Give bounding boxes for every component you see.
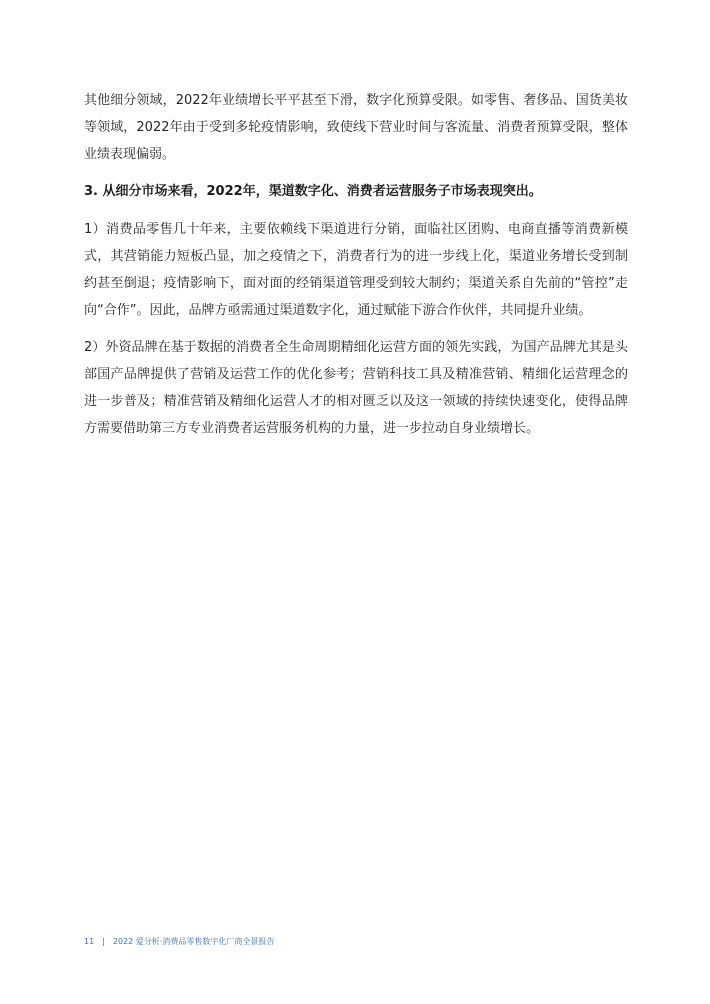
page-footer <box>84 935 274 949</box>
footer-separator: | <box>102 937 105 946</box>
document-body <box>84 87 628 452</box>
section-heading: 3. 从细分市场来看，2022年，渠道数字化、消费者运营服务子市场表现突出。 <box>84 184 542 199</box>
paragraph-item-2: 2）外资品牌在基于数据的消费者全生命周期精细化运营方面的领先实践，为国产品牌尤其是头部国产品牌提供了营销及运营工作的优化参考；营销科技工具及精准营销、精细化运营理念的进一步普及；精准营销及精细化运营人才的相对匮乏以及这一领域的持续快速变化，使得品牌方需要借助第三方专业消费者运营服务机构的力量，进一步拉动自身业绩增长。 <box>84 340 628 436</box>
paragraph-item-1: 1）消费品零售几十年来，主要依赖线下渠道进行分销，面临社区团购、电商直播等消费新模式，其营销能力短板凸显，加之疫情之下，消费者行为的进一步线上化，渠道业务增长受到制约甚至倒退；疫情影响下，面对面的经销渠道管理受到较大制约；渠道关系自先前的“管控”走向“合作”。因此，品牌方亟需通过渠道数字化，通过赋能下游合作伙伴，共同提升业绩。 <box>84 222 628 318</box>
paragraph-other-segments: 其他细分领域，2022年业绩增长平平甚至下滑，数字化预算受限。如零售、奢侈品、国货美妆等领域，2022年由于受到多轮疫情影响，致使线下营业时间与客流量、消费者预算受限，整体业绩表现偏弱。 <box>84 93 628 162</box>
report-title: 2022 爱分析·消费品零售数字化厂商全景报告 <box>112 937 275 946</box>
page-number: 11 <box>84 937 95 946</box>
